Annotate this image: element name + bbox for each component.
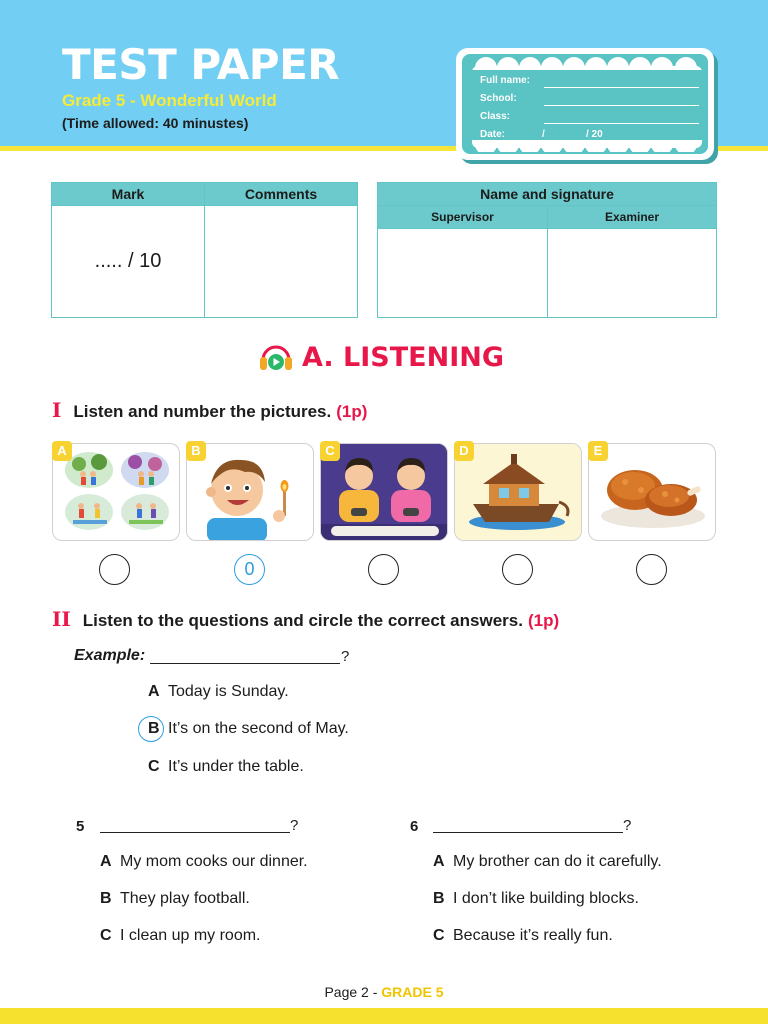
option-letter: A (433, 853, 445, 870)
signature-header: Name and signature (378, 183, 717, 206)
full-name-label: Full name: (480, 75, 531, 86)
picture-letter-a: A (52, 441, 72, 461)
example-option-b[interactable] (148, 720, 349, 738)
headphones-icon (258, 340, 294, 374)
date-slash: / (542, 129, 545, 140)
part1-points: (1p) (336, 402, 368, 421)
school-field[interactable] (544, 105, 699, 106)
people-outdoor-activities-picture (53, 444, 180, 541)
page-number: Page 2 - (324, 984, 378, 1000)
option-letter: A (100, 853, 112, 870)
question-5-number: 5 (76, 818, 85, 835)
question-5-blank (100, 832, 290, 833)
example-qmark: ? (341, 648, 350, 665)
example-blank (150, 663, 340, 664)
picture-letter-c: C (320, 441, 340, 461)
picture-letter-b: B (186, 441, 206, 461)
comments-cell[interactable] (205, 206, 358, 318)
student-info-card (456, 48, 714, 160)
page-title: TEST PAPER (62, 40, 340, 89)
boy-with-matchstick-picture (187, 444, 314, 541)
student-info-inner (462, 54, 708, 154)
class-field[interactable] (544, 123, 699, 124)
part1-number: I (52, 398, 62, 422)
supervisor-signature-cell[interactable] (378, 229, 548, 318)
option-text: Because it’s really fun. (453, 927, 613, 944)
part2-heading (52, 607, 559, 631)
example-label: Example: (74, 647, 146, 664)
footer-grade: GRADE 5 (381, 984, 444, 1000)
page-subtitle: Grade 5 - Wonderful World (62, 91, 277, 110)
footer-band (0, 1008, 768, 1024)
date-year: / 20 (586, 129, 603, 140)
signature-table (377, 182, 717, 318)
option-text: My mom cooks our dinner. (120, 853, 308, 870)
question-6-option-a[interactable] (433, 853, 662, 871)
question-5-option-b[interactable] (100, 890, 250, 908)
time-allowed: (Time allowed: 40 minustes) (62, 115, 249, 131)
part1-instruction: Listen and number the pictures. (73, 402, 332, 421)
question-5-option-c[interactable] (100, 927, 261, 945)
examiner-signature-cell[interactable] (548, 229, 717, 318)
answer-circle-e[interactable] (636, 554, 667, 585)
part2-points: (1p) (527, 611, 560, 630)
option-letter: B (433, 890, 445, 907)
option-text: My brother can do it carefully. (453, 853, 662, 870)
option-letter: A (148, 683, 160, 700)
houseboat-picture (455, 444, 582, 541)
section-a-label: A. LISTENING (302, 341, 505, 373)
answer-circle-d[interactable] (502, 554, 533, 585)
option-text: I clean up my room. (120, 927, 261, 944)
school-label: School: (480, 93, 517, 104)
option-text: I don’t like building blocks. (453, 890, 639, 907)
mark-table (51, 182, 358, 318)
fried-chicken-picture (589, 444, 716, 541)
class-label: Class: (480, 111, 511, 122)
date-label: Date: (480, 129, 506, 140)
example-option-a[interactable] (148, 683, 289, 701)
supervisor-header: Supervisor (378, 206, 548, 229)
option-text: Today is Sunday. (168, 683, 289, 700)
question-5-qmark: ? (290, 817, 299, 834)
answer-circle-b[interactable]: 0 (234, 554, 265, 585)
answer-circle-c[interactable] (368, 554, 399, 585)
part1-heading (52, 398, 367, 422)
page-footer (0, 984, 768, 1000)
part2-instruction: Listen to the questions and circle the correct answers. (82, 611, 523, 630)
mark-header: Mark (52, 183, 205, 206)
question-6-qmark: ? (623, 817, 632, 834)
mark-value: ..... / 10 (52, 206, 205, 318)
option-text: They play football. (120, 890, 250, 907)
question-6-option-b[interactable] (433, 890, 639, 908)
option-letter: B (148, 720, 160, 737)
option-letter: B (100, 890, 112, 907)
picture-letter-e: E (588, 441, 608, 461)
question-6-blank (433, 832, 623, 833)
option-letter: C (100, 927, 112, 944)
option-text: It’s under the table. (168, 758, 304, 775)
section-a-title (258, 340, 504, 374)
picture-letter-d: D (454, 441, 474, 461)
part2-number: II (52, 607, 71, 631)
option-letter: C (148, 758, 160, 775)
option-text: It’s on the second of May. (168, 720, 349, 737)
example-option-c[interactable] (148, 758, 304, 776)
question-6-number: 6 (410, 818, 419, 835)
answer-circle-a[interactable] (99, 554, 130, 585)
full-name-field[interactable] (544, 87, 699, 88)
examiner-header: Examiner (548, 206, 717, 229)
boys-playing-video-games-picture (321, 444, 448, 541)
question-6-option-c[interactable] (433, 927, 613, 945)
option-letter: C (433, 927, 445, 944)
comments-header: Comments (205, 183, 358, 206)
question-5-option-a[interactable] (100, 853, 308, 871)
